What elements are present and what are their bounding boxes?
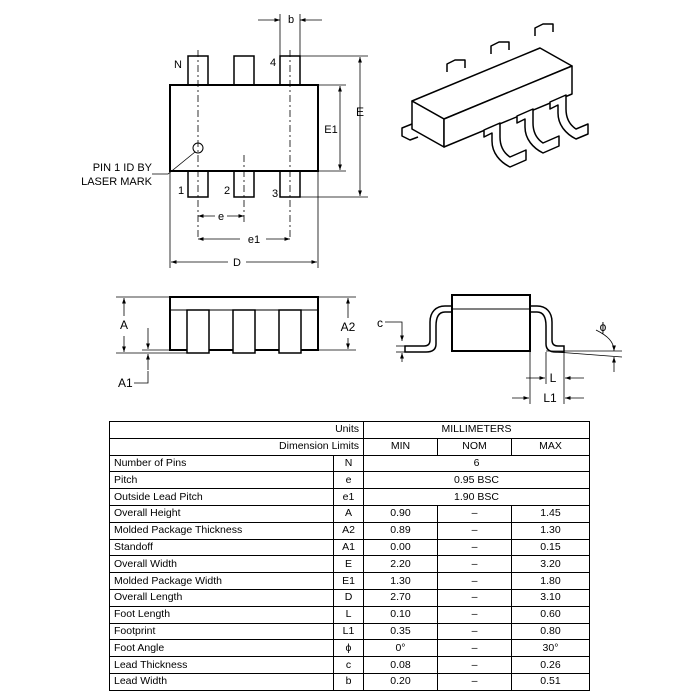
dimension-symbol: E bbox=[334, 556, 364, 573]
dimension-nom: – bbox=[438, 556, 512, 573]
dimension-symbol: E1 bbox=[334, 573, 364, 590]
dimension-nom: – bbox=[438, 606, 512, 623]
dimension-max: 1.80 bbox=[512, 573, 590, 590]
dim-label-E: E bbox=[355, 105, 365, 119]
table-row bbox=[110, 623, 590, 640]
isometric-view bbox=[402, 24, 588, 167]
dimension-min: 0.20 bbox=[364, 673, 438, 690]
dimension-symbol: b bbox=[334, 673, 364, 690]
dimension-symbol: A2 bbox=[334, 522, 364, 539]
dimension-max: 0.60 bbox=[512, 606, 590, 623]
label-pin-1: 1 bbox=[178, 185, 185, 197]
table-row bbox=[110, 606, 590, 623]
dimension-min: 0.08 bbox=[364, 657, 438, 674]
dimension-nom: – bbox=[438, 623, 512, 640]
dimension-name: Molded Package Width bbox=[110, 573, 334, 590]
dim-label-L: L bbox=[549, 371, 557, 385]
label-pin-3: 3 bbox=[272, 188, 279, 200]
dim-label-D: D bbox=[233, 257, 241, 269]
dimension-name: Foot Angle bbox=[110, 640, 334, 657]
pin1-note-line1: PIN 1 ID BY bbox=[92, 162, 152, 174]
dimension-name: Number of Pins bbox=[110, 455, 334, 472]
dimension-nom: – bbox=[438, 539, 512, 556]
dimension-nom: – bbox=[438, 640, 512, 657]
dimension-symbol: ϕ bbox=[334, 640, 364, 657]
dimension-symbol: A1 bbox=[334, 539, 364, 556]
dim-label-e: e bbox=[217, 211, 225, 223]
dimension-max: 3.20 bbox=[512, 556, 590, 573]
dim-label-e1: e1 bbox=[247, 234, 261, 246]
dimension-symbol: A bbox=[334, 505, 364, 522]
dimension-max: 3.10 bbox=[512, 589, 590, 606]
dimension-value: 0.95 BSC bbox=[364, 472, 590, 489]
table-header-limits bbox=[110, 438, 590, 455]
units-label: Units bbox=[110, 422, 364, 439]
dimension-min: 1.30 bbox=[364, 573, 438, 590]
side-view bbox=[116, 297, 356, 383]
dimension-table bbox=[109, 421, 590, 691]
dimension-name: Outside Lead Pitch bbox=[110, 489, 334, 506]
top-view bbox=[152, 14, 368, 268]
dimension-max: 1.45 bbox=[512, 505, 590, 522]
table-row bbox=[110, 505, 590, 522]
dimension-max: 30° bbox=[512, 640, 590, 657]
dimension-min: 0° bbox=[364, 640, 438, 657]
dimension-nom: – bbox=[438, 505, 512, 522]
label-pin-4: 4 bbox=[270, 57, 277, 69]
dimension-min: 0.00 bbox=[364, 539, 438, 556]
dimension-name: Foot Length bbox=[110, 606, 334, 623]
dimension-min: 0.89 bbox=[364, 522, 438, 539]
dimension-max: 0.51 bbox=[512, 673, 590, 690]
dimension-max: 0.80 bbox=[512, 623, 590, 640]
table-header-units bbox=[110, 422, 590, 439]
dimension-name: Overall Length bbox=[110, 589, 334, 606]
dimension-nom: – bbox=[438, 673, 512, 690]
dim-label-A2: A2 bbox=[340, 320, 356, 334]
table-row bbox=[110, 573, 590, 590]
table-row bbox=[110, 455, 590, 472]
dimension-nom: – bbox=[438, 589, 512, 606]
min-header: MIN bbox=[364, 438, 438, 455]
table-row bbox=[110, 657, 590, 674]
dimension-name: Standoff bbox=[110, 539, 334, 556]
dimension-limits-label: Dimension Limits bbox=[110, 438, 364, 455]
dimension-max: 1.30 bbox=[512, 522, 590, 539]
dimension-name: Overall Width bbox=[110, 556, 334, 573]
dimension-max: 0.26 bbox=[512, 657, 590, 674]
dim-label-A: A bbox=[119, 318, 129, 332]
units-value: MILLIMETERS bbox=[364, 422, 590, 439]
dim-label-e1-upper: E1 bbox=[324, 124, 338, 136]
dim-label-phi: ϕ bbox=[599, 320, 607, 334]
table-row bbox=[110, 522, 590, 539]
dimension-nom: – bbox=[438, 573, 512, 590]
dimension-min: 2.70 bbox=[364, 589, 438, 606]
pin1-note-line2: LASER MARK bbox=[81, 176, 152, 188]
dimension-nom: – bbox=[438, 522, 512, 539]
dimension-min: 2.20 bbox=[364, 556, 438, 573]
dim-label-b: b bbox=[287, 14, 295, 26]
dimension-min: 0.90 bbox=[364, 505, 438, 522]
end-view bbox=[385, 295, 622, 404]
dim-label-L1: L1 bbox=[543, 391, 557, 405]
dim-label-A1: A1 bbox=[118, 376, 133, 390]
dimension-max: 0.15 bbox=[512, 539, 590, 556]
dimension-name: Lead Thickness bbox=[110, 657, 334, 674]
table-row bbox=[110, 673, 590, 690]
dimension-name: Footprint bbox=[110, 623, 334, 640]
table-row bbox=[110, 472, 590, 489]
dimension-nom: – bbox=[438, 657, 512, 674]
dim-label-c: c bbox=[377, 316, 383, 330]
dimension-name: Pitch bbox=[110, 472, 334, 489]
table-row bbox=[110, 640, 590, 657]
label-pin-n: N bbox=[174, 59, 182, 71]
nom-header: NOM bbox=[438, 438, 512, 455]
dimension-symbol: N bbox=[334, 455, 364, 472]
table-row bbox=[110, 539, 590, 556]
dimension-symbol: e1 bbox=[334, 489, 364, 506]
dimension-name: Overall Height bbox=[110, 505, 334, 522]
top-pin-5 bbox=[234, 56, 254, 85]
dimension-value: 1.90 BSC bbox=[364, 489, 590, 506]
dimension-symbol: c bbox=[334, 657, 364, 674]
dimension-value: 6 bbox=[364, 455, 590, 472]
table-row bbox=[110, 489, 590, 506]
dimension-symbol: L bbox=[334, 606, 364, 623]
table-row bbox=[110, 556, 590, 573]
dimension-symbol: e bbox=[334, 472, 364, 489]
dimension-name: Lead Width bbox=[110, 673, 334, 690]
dimension-name: Molded Package Thickness bbox=[110, 522, 334, 539]
label-pin-2: 2 bbox=[224, 185, 231, 197]
table-row bbox=[110, 589, 590, 606]
dimension-symbol: L1 bbox=[334, 623, 364, 640]
dimension-symbol: D bbox=[334, 589, 364, 606]
dimension-min: 0.35 bbox=[364, 623, 438, 640]
max-header: MAX bbox=[512, 438, 590, 455]
dimension-min: 0.10 bbox=[364, 606, 438, 623]
end-view-body bbox=[452, 295, 530, 351]
